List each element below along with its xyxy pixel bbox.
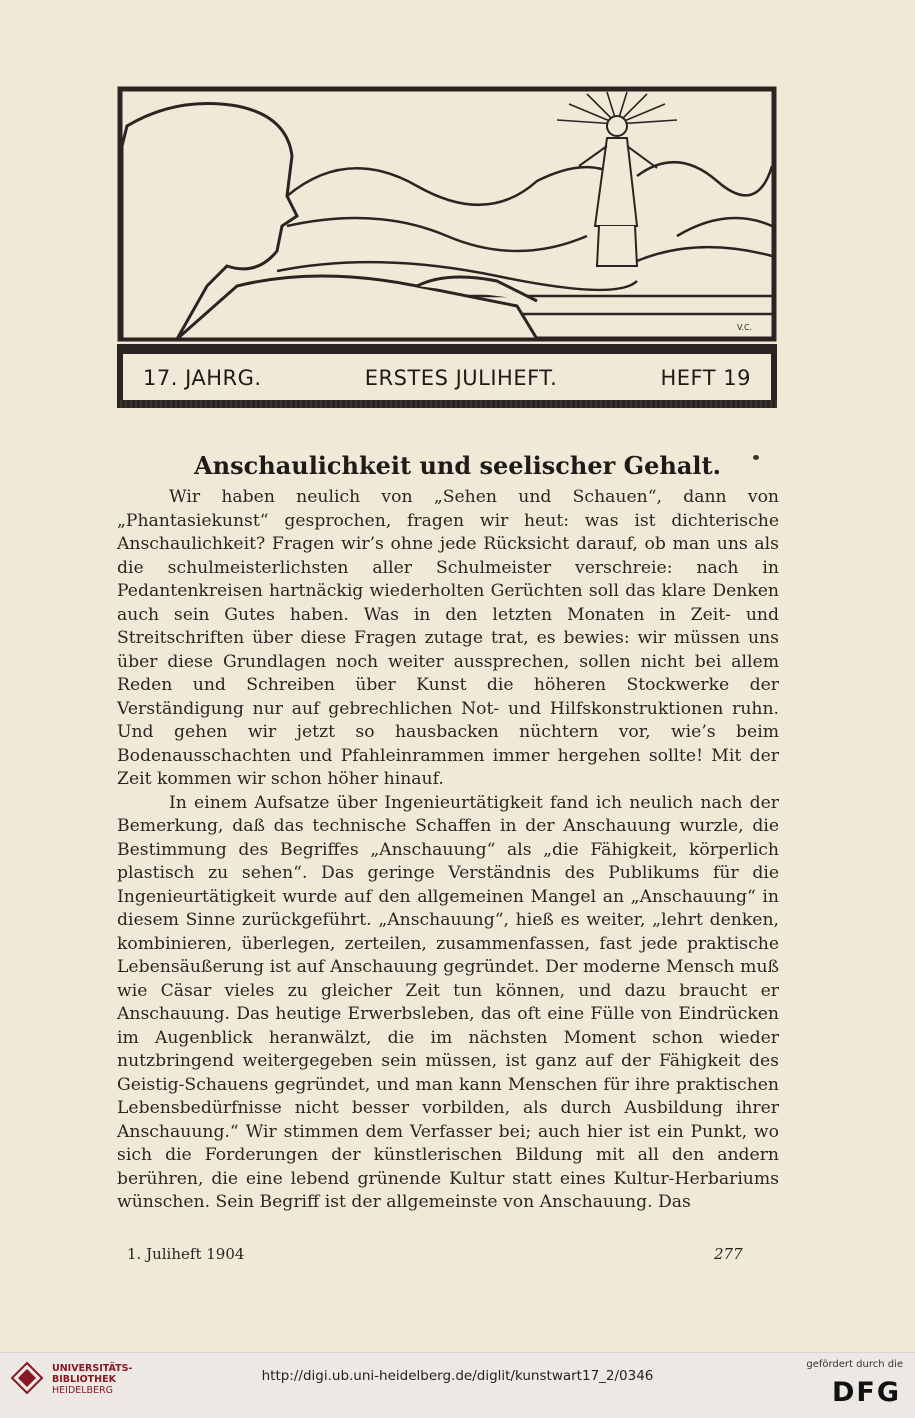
issue-label: ERSTES JULIHEFT.	[364, 366, 558, 390]
funded-by-label: gefördert durch die	[806, 1359, 903, 1370]
header-bottom-rule	[117, 400, 777, 408]
page-footer-issue: 1. Juliheft 1904	[127, 1245, 245, 1263]
ink-spot	[753, 455, 759, 460]
article-title: Anschaulichkeit und seelischer Gehalt.	[194, 451, 721, 480]
library-name-line2: BIBLIOTHEK	[52, 1374, 116, 1385]
library-name-line3: HEIDELBERG	[52, 1385, 114, 1396]
heft-label: HEFT 19	[660, 366, 751, 390]
paragraph: In einem Aufsatze über Ingenieurtätigkeit fand ich neulich nach der Bemerkung, daß das technische Schaffen in der Anschauung wurzle, die Bestimmung des Begriffes „Anschauung“ als „die Fähigkeit, körperlich plastisch zu sehen“. Das geringe Verständnis des Publikums für die Ingenieurtätigkeit wurde auf den allgemeinen Mangel an „Anschauung“ in diesem Sinne zurückgeführt. „Anschauung“, hieß es weiter, „lehrt denken, kombinieren, überlegen, zerteilen, zusammenfassen, fast jede praktische Lebensäußerung ist auf Anschauung gegründet. Der moderne Mensch muß wie Cäsar vieles zu gleicher Zeit tun können, und dazu braucht er Anschauung. Das heutige Erwerbsleben, das oft eine Fülle von Eindrücken im Augenblick heranwälzt, die im nächsten Moment schon wieder nutzbringend weitergegeben sein müssen, ist ganz auf der Fähigkeit des Geistig-Schauens gegründet, und man kann Menschen für ihre praktischen Lebensbedürfnisse nicht besser vorbilden, als durch Ausbildung ihrer Anschauung.“ Wir stimmen dem Verfasser bei; auch hier ist ein Punkt, wo sich die Forderungen der künstlerischen Bildung mit all den andern berühren, die eine lebend grünende Kultur statt eines Kultur-Herbariums wünschen. Sein Begriff ist der allgemeinste von Anschauung. Das	[117, 792, 779, 1212]
issue-header-bar	[117, 344, 777, 408]
header-illustration	[117, 86, 777, 342]
permalink-url[interactable]: http://digi.ub.uni-heidelberg.de/diglit/kunstwart17_2/0346	[261, 1368, 654, 1384]
header-vignette	[117, 86, 777, 408]
library-name-line1: UNIVERSITÄTS-	[52, 1363, 133, 1374]
volume-label: 17. JAHRG.	[143, 366, 262, 390]
paragraph: Wir haben neulich von „Sehen und Schauen“, dann von „Phantasiekunst“ gesprochen, fragen wir heut: was ist dichterische Anschaulichkeit? Fragen wir’s ohne jede Rücksicht darauf, ob man uns als die schulmeisterlichsten aller Schulmeister verschreie: nach in Pedantenkreisen hartnäckig wiederholten Gerüchten soll das klare Denken auch sein Gutes haben. Was in den letzten Monaten in Zeit- und Streitschriften über diese Fragen zutage trat, es bewies: wir müssen uns über diese Grundlagen noch weiter aussprechen, sollen nicht bei allem Reden und Schreiben über Kunst die höheren Stockwerke der Verständigung nur auf gebrechlichen Not- und Hilfskonstruktionen ruhn. Und gehen wir jetzt so hausbacken nüchtern vor, wie’s beim Bodenausschachten und Pfahleinrammen immer hergehen sollte! Mit der Zeit kommen wir schon höher hinauf.	[117, 487, 779, 789]
viewer-footer-bar	[0, 1352, 915, 1418]
page-number: 277	[714, 1245, 743, 1263]
dfg-logo[interactable]: DFG	[831, 1377, 901, 1408]
monogram-label: V.C.	[737, 323, 753, 332]
article-body	[117, 486, 779, 1215]
